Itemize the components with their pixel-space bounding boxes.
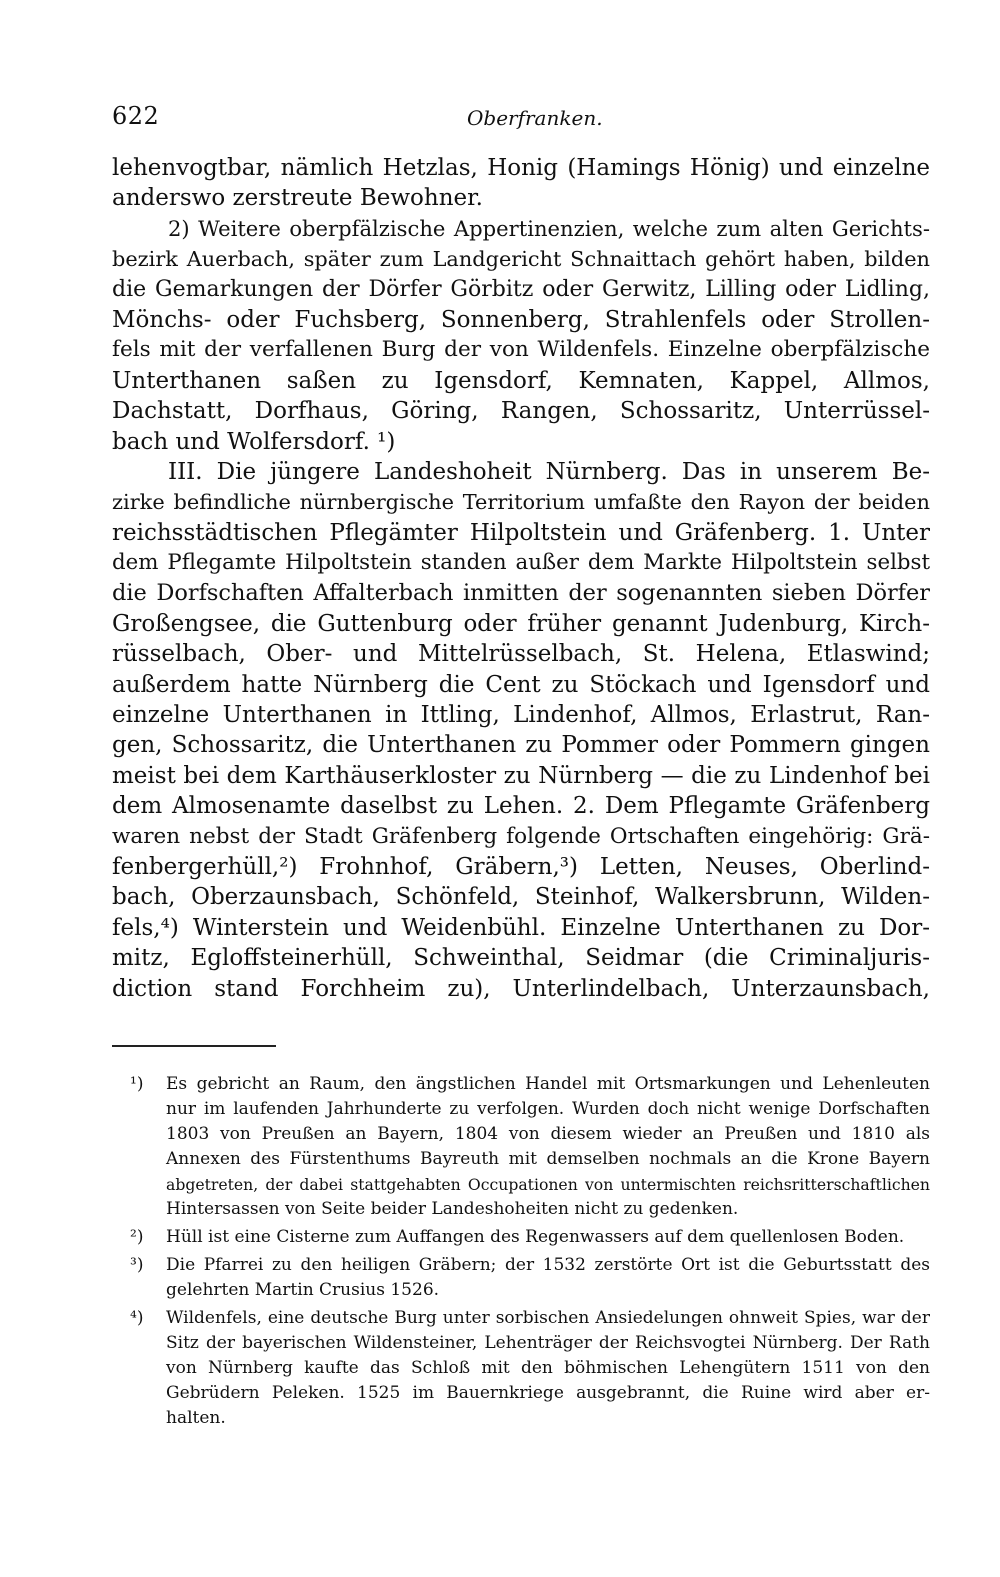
footnote-line: 1803 von Preußen an Bayern, 1804 von diesem wieder an Preußen und 1810 als <box>166 1124 930 1144</box>
footnote-line: Hüll ist eine Cisterne zum Auffangen des Regenwassers auf dem quellenlosen Boden. <box>166 1227 905 1247</box>
main-text <box>112 153 930 1004</box>
text-line: Mönchs- oder Fuchsberg, Sonnenberg, Strahlenfels oder Strollen- <box>112 306 930 333</box>
footnote-line: Sitz der bayerischen Wildensteiner, Lehenträger der Reichsvogtei Nürnberg. Der Rath <box>166 1333 930 1353</box>
text-line: fels,⁴) Winterstein und Weidenbühl. Einzelne Unterthanen zu Dor- <box>112 914 930 941</box>
footnote-line: Gebrüdern Peleken. 1525 im Bauernkriege ausgebrannt, die Ruine wird aber er- <box>166 1383 930 1403</box>
text-line: reichsstädtischen Pflegämter Hilpoltstein und Gräfenberg. 1. Unter <box>112 519 930 546</box>
footnote-line: halten. <box>166 1408 226 1428</box>
text-line: gen, Schossaritz, die Unterthanen zu Pommer oder Pommern gingen <box>112 732 930 759</box>
text-line: dem Pflegamte Hilpoltstein standen außer dem Markte Hilpoltstein selbst <box>112 550 930 576</box>
footnote-3 <box>130 1253 930 1303</box>
text-line: bach, Oberzaunsbach, Schönfeld, Steinhof, Walkersbrunn, Wilden- <box>112 884 930 911</box>
footnote-mark: ⁴) <box>130 1308 144 1328</box>
text-line: einzelne Unterthanen in Ittling, Lindenhof, Allmos, Erlastrut, Ran- <box>112 702 930 729</box>
footnote-4 <box>130 1306 930 1431</box>
text-line: 2) Weitere oberpfälzische Appertinenzien, welche zum alten Gerichts- <box>168 215 930 241</box>
text-line: zirke befindliche nürnbergische Territorium umfaßte den Rayon der beiden <box>112 490 930 515</box>
text-line: rüsselbach, Ober- und Mittelrüsselbach, St. Helena, Etlaswind; <box>112 641 930 668</box>
text-line: waren nebst der Stadt Gräfenberg folgende Ortschaften eingehörig: Grä- <box>112 823 930 849</box>
text-line: dem Almosenamte daselbst zu Lehen. 2. Dem Pflegamte Gräfenberg <box>112 793 930 820</box>
text-line: außerdem hatte Nürnberg die Cent zu Stöckach und Igensdorf und <box>112 671 930 698</box>
footnote-line: Es gebricht an Raum, den ängstlichen Handel mit Ortsmarkungen und Lehenleuten <box>166 1074 930 1094</box>
text-line: fenbergerhüll,²) Frohnhof, Gräbern,³) Letten, Neuses, Oberlind- <box>112 853 930 880</box>
page-number: 622 <box>112 102 160 130</box>
text-line: anderswo zerstreute Bewohner. <box>112 185 483 212</box>
text-line: bezirk Auerbach, später zum Landgericht Schnaittach gehört haben, bilden <box>112 247 930 272</box>
footnotes <box>130 1072 930 1434</box>
footnote-mark: ²) <box>130 1227 144 1247</box>
footnote-mark: ³) <box>130 1255 144 1275</box>
text-line: Dachstatt, Dorfhaus, Göring, Rangen, Schossaritz, Unterrüssel- <box>112 398 930 425</box>
footnote-mark: ¹) <box>130 1074 144 1094</box>
text-line: die Dorfschaften Affalterbach inmitten der sogenannten sieben Dörfer <box>112 580 930 607</box>
running-title: Oberfranken. <box>467 106 603 130</box>
text-line: mitz, Egloffsteinerhüll, Schweinthal, Seidmar (die Criminaljuris- <box>112 945 930 972</box>
footnote-line: Die Pfarrei zu den heiligen Gräbern; der 1532 zerstörte Ort ist die Geburtsstatt des <box>166 1255 930 1275</box>
footnote-line: Wildenfels, eine deutsche Burg unter sorbischen Ansiedelungen ohnweit Spies, war der <box>166 1308 930 1328</box>
text-line: bach und Wolfersdorf. ¹) <box>112 428 396 455</box>
text-line: meist bei dem Karthäuserkloster zu Nürnberg — die zu Lindenhof bei <box>112 762 930 789</box>
text-line: die Gemarkungen der Dörfer Görbitz oder Gerwitz, Lilling oder Lidling, <box>112 276 930 302</box>
footnote-2 <box>130 1225 930 1250</box>
footnote-line: abgetreten, der dabei stattgehabten Occupationen von untermischten reichsritterschaftlichen <box>166 1175 930 1194</box>
footnote-line: gelehrten Martin Crusius 1526. <box>166 1280 440 1300</box>
text-line: lehenvogtbar, nämlich Hetzlas, Honig (Hamings Hönig) und einzelne <box>112 155 930 181</box>
footnote-line: Annexen des Fürstenthums Bayreuth mit demselben nochmals an die Krone Bayern <box>166 1149 930 1169</box>
text-line: Unterthanen saßen zu Igensdorf, Kemnaten, Kappel, Allmos, <box>112 367 930 394</box>
running-head <box>112 101 930 135</box>
footnote-divider <box>112 1045 276 1047</box>
footnote-line: nur im laufenden Jahrhunderte zu verfolgen. Wurden doch nicht wenige Dorfschaften <box>166 1099 930 1119</box>
text-line: III. Die jüngere Landeshoheit Nürnberg. Das in unserem Be- <box>168 458 930 485</box>
text-line: diction stand Forchheim zu), Unterlindelbach, Unterzaunsbach, <box>112 975 930 1002</box>
footnote-line: von Nürnberg kaufte das Schloß mit den böhmischen Lehengütern 1511 von den <box>166 1358 930 1378</box>
footnote-1 <box>130 1072 930 1222</box>
text-line: fels mit der verfallenen Burg der von Wildenfels. Einzelne oberpfälzische <box>112 337 930 363</box>
footnote-line: Hintersassen von Seite beider Landeshoheiten nicht zu gedenken. <box>166 1199 739 1219</box>
text-line: Großengsee, die Guttenburg oder früher genannt Judenburg, Kirch- <box>112 610 930 637</box>
